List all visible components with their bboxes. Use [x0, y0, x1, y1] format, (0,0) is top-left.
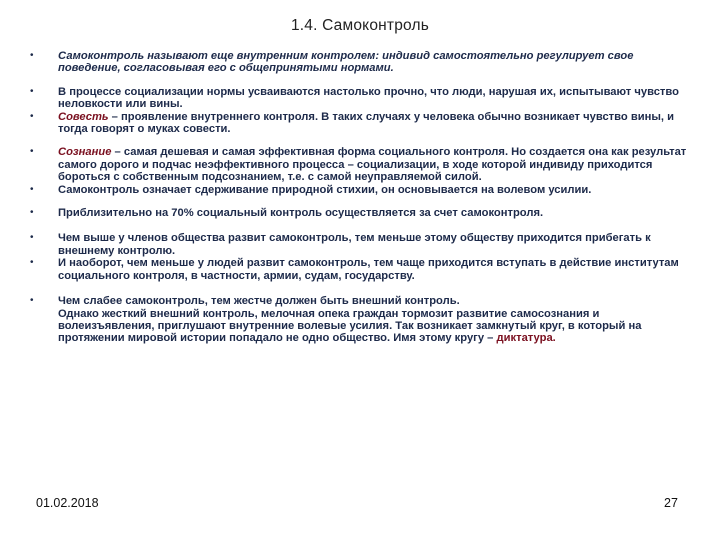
- paragraph-2: [28, 86, 688, 136]
- bullet-icon: •: [30, 50, 34, 61]
- list-item-continuation: [28, 308, 688, 345]
- bullet-icon: •: [30, 232, 34, 244]
- self-control-definition: Самоконтроль называют еще внутренним контролем: индивид самостоятельно регулирует свое поведение, согласовывая его с общепринятыми нормами.: [58, 50, 634, 75]
- lower-self-control-text: И наоборот, чем меньше у людей развит самоконтроль, тем чаще приходится вступать в действие институтам социального контроля, в частности, армии, судам, государству.: [58, 257, 679, 282]
- higher-self-control-text: Чем выше у членов общества развит самоконтроль, тем меньше этому обществу приходится прибегать к внешнему контролю.: [58, 232, 651, 257]
- vicious-circle-text: Однако жесткий внешний контроль, мелочная опека граждан тормозит развитие самосознания и волеизъявления, приглушают внутренние волевые усилия. Так возникает замкнутый круг, в который на протяжении мировой истории попадало не одно общество. Имя этому кругу –: [58, 307, 642, 345]
- page-number: 27: [664, 496, 678, 510]
- list-item: [28, 111, 688, 136]
- list-item: [28, 50, 688, 75]
- consciousness-text: – самая дешевая и самая эффективная форма социального контроля. Но создается она как результат самого дорого и подчас неэффективного процесса – социализации, в ходе которой индивиду приходится бороться с собственным подсознанием, т.е. с самой неуправляемой силой.: [58, 146, 687, 184]
- paragraph-1: [28, 50, 688, 75]
- list-item: [28, 207, 688, 219]
- bullet-icon: •: [30, 110, 34, 122]
- bullet-icon: •: [30, 207, 34, 219]
- list-item: [28, 257, 688, 282]
- paragraph-6: [28, 295, 688, 345]
- dictatorship-term: диктатура.: [496, 332, 556, 345]
- list-item: [28, 146, 688, 183]
- slide-content: [28, 50, 688, 356]
- seventy-percent-text: Приблизительно на 70% социальный контроль осуществляется за счет самоконтроля.: [58, 207, 544, 220]
- socialization-text: В процессе социализации нормы усваиваются настолько прочно, что люди, нарушая их, испытывают чувство неловкости или вины.: [58, 85, 679, 111]
- weaker-self-control-text: Чем слабее самоконтроль, тем жестче должен быть внешний контроль.: [58, 295, 460, 308]
- list-item: [28, 295, 688, 307]
- consciousness-term: Сознание: [58, 146, 112, 159]
- bullet-icon: •: [30, 85, 34, 97]
- paragraph-3: [28, 146, 688, 196]
- list-item: [28, 232, 688, 257]
- self-control-willpower-text: Самоконтроль означает сдерживание природной стихии, он основывается на волевом усилии.: [58, 183, 592, 196]
- bullet-icon: •: [30, 183, 34, 195]
- paragraph-5: [28, 232, 688, 282]
- bullet-icon: •: [30, 257, 34, 269]
- bullet-icon: •: [30, 295, 34, 307]
- list-item: [28, 86, 688, 111]
- slide-title: 1.4. Самоконтроль: [290, 17, 430, 34]
- conscience-text: – проявление внутреннего контроля. В таких случаях у человека обычно возникает чувство вины, и тогда говорят о муках совести.: [58, 110, 674, 136]
- bullet-icon: •: [30, 146, 34, 158]
- footer-date: 01.02.2018: [36, 496, 99, 510]
- paragraph-4: [28, 207, 688, 219]
- conscience-term: Совесть: [58, 110, 109, 123]
- list-item: [28, 184, 688, 196]
